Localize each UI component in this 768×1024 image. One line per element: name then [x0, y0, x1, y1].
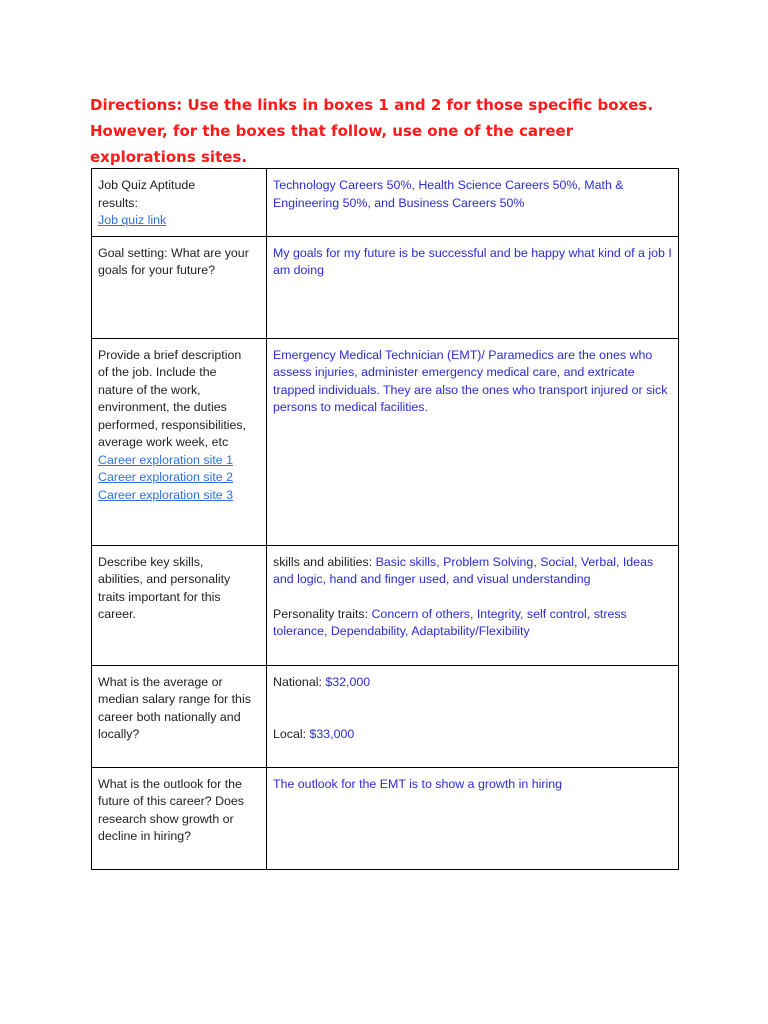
question-text: What is the outlook for the future of this career? Does research show growth or decline in hiring?	[98, 776, 245, 843]
skills-label: skills and abilities:	[273, 554, 376, 569]
career-worksheet-table	[91, 168, 679, 870]
table-row	[92, 545, 679, 665]
table-row	[92, 767, 679, 869]
local-label: Local:	[273, 727, 310, 741]
answer-cell	[267, 236, 679, 338]
question-text: Provide a brief description of the job. Include the nature of the work, environment, the duties performed, responsibilities, average work week, etc	[98, 347, 247, 449]
question-text: What is the average or median salary range for this career both nationally and locally?	[98, 674, 251, 741]
answer-text: The outlook for the EMT is to show a growth in hiring	[273, 776, 563, 791]
traits-value: Concern of others, Integrity, self control, stress tolerance, Dependability, Adaptability/Flexibility	[273, 606, 627, 638]
answer-cell	[267, 767, 679, 869]
career-exploration-site-3-link[interactable]: Career exploration site 3	[98, 487, 233, 502]
skills-line	[273, 554, 672, 589]
national-salary-line	[273, 674, 672, 692]
table-row	[92, 169, 679, 237]
directions-heading: Directions: Use the links in boxes 1 and 2 for those specific boxes. However, for the boxes that follow, use one of the career explorations sites.	[90, 96, 654, 166]
answer-cell	[267, 169, 679, 237]
question-cell	[92, 236, 267, 338]
question-cell	[92, 665, 267, 767]
question-text: Job Quiz Aptitude results:	[98, 178, 196, 210]
question-cell	[92, 767, 267, 869]
table-row	[92, 236, 679, 338]
local-salary-line	[273, 726, 672, 744]
question-text: Describe key skills, abilities, and personality traits important for this career.	[98, 554, 231, 621]
career-exploration-site-1-link[interactable]: Career exploration site 1	[98, 452, 233, 467]
traits-label: Personality traits:	[273, 606, 372, 621]
table-row	[92, 665, 679, 767]
table-row	[92, 338, 679, 545]
answer-cell	[267, 665, 679, 767]
answer-cell	[267, 545, 679, 665]
career-exploration-site-2-link[interactable]: Career exploration site 2	[98, 470, 233, 484]
job-quiz-link[interactable]: Job quiz link	[98, 213, 167, 227]
answer-text: Emergency Medical Technician (EMT)/ Paramedics are the ones who assess injuries, administer emergency medical care, and extricate trapped individuals. They are also the ones who transport injured or sick persons to medical facilities.	[273, 347, 668, 414]
question-cell	[92, 545, 267, 665]
question-cell	[92, 169, 267, 237]
spacer	[273, 691, 672, 726]
answer-cell	[267, 338, 679, 545]
answer-text: Technology Careers 50%, Health Science Careers 50%, Math & Engineering 50%, and Business Careers 50%	[273, 178, 624, 210]
national-label: National:	[273, 674, 326, 689]
skills-value: Basic skills, Problem Solving, Social, Verbal, Ideas and logic, hand and finger used, and visual understanding	[273, 554, 654, 586]
traits-line	[273, 606, 672, 641]
question-text: Goal setting: What are your goals for your future?	[98, 245, 249, 277]
national-value: $32,000	[325, 674, 371, 689]
spacer	[273, 589, 672, 606]
answer-text: My goals for my future is be successful and be happy what kind of a job I am doing	[273, 245, 672, 277]
question-cell	[92, 338, 267, 545]
local-value: $33,000	[309, 727, 355, 741]
